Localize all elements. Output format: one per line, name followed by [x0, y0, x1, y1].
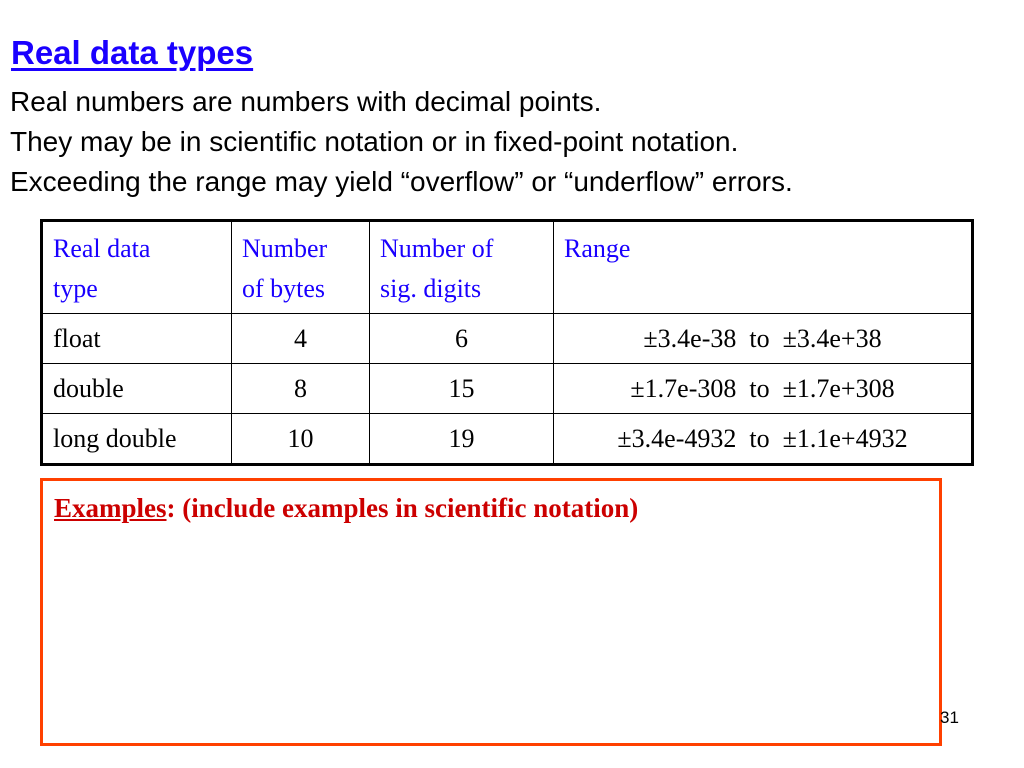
- cell-type: long double: [42, 414, 232, 465]
- real-data-types-table: [40, 219, 974, 466]
- cell-range: ±1.7e-308 to ±1.7e+308: [554, 364, 973, 414]
- header-line: Number of: [380, 234, 494, 263]
- slide-title: Real data types: [11, 34, 254, 71]
- page-number: 31: [940, 708, 959, 727]
- header-line: Range: [564, 234, 631, 263]
- examples-label: Examples: [54, 493, 167, 523]
- cell-type: float: [42, 314, 232, 364]
- intro-line-notation: They may be in scientific notation or in fixed-point notation.: [10, 126, 739, 157]
- cell-range: ±3.4e-4932 to ±1.1e+4932: [554, 414, 973, 465]
- cell-bytes: 4: [232, 314, 370, 364]
- header-line: type: [53, 274, 98, 303]
- table-header-row: [42, 221, 973, 314]
- examples-box: [40, 478, 942, 746]
- header-line: Real data: [53, 234, 151, 263]
- header-line: sig. digits: [380, 274, 482, 303]
- header-line: Number: [242, 234, 328, 263]
- cell-type: double: [42, 364, 232, 414]
- examples-line: [54, 493, 638, 524]
- table-row: [42, 414, 973, 465]
- header-range: [554, 221, 973, 314]
- table-row: [42, 364, 973, 414]
- header-line: of bytes: [242, 274, 326, 303]
- cell-range: ±3.4e-38 to ±3.4e+38: [554, 314, 973, 364]
- header-number-of-bytes: [232, 221, 370, 314]
- cell-digits: 6: [370, 314, 554, 364]
- cell-digits: 15: [370, 364, 554, 414]
- cell-bytes: 10: [232, 414, 370, 465]
- cell-digits: 19: [370, 414, 554, 465]
- header-real-data-type: [42, 221, 232, 314]
- intro-line-decimal-points: Real numbers are numbers with decimal points.: [10, 86, 602, 117]
- examples-text: : (include examples in scientific notation): [166, 493, 639, 523]
- header-sig-digits: [370, 221, 554, 314]
- intro-line-overflow: Exceeding the range may yield “overflow” or “underflow” errors.: [10, 166, 793, 197]
- cell-bytes: 8: [232, 364, 370, 414]
- intro-list: [10, 82, 793, 202]
- table-row: [42, 314, 973, 364]
